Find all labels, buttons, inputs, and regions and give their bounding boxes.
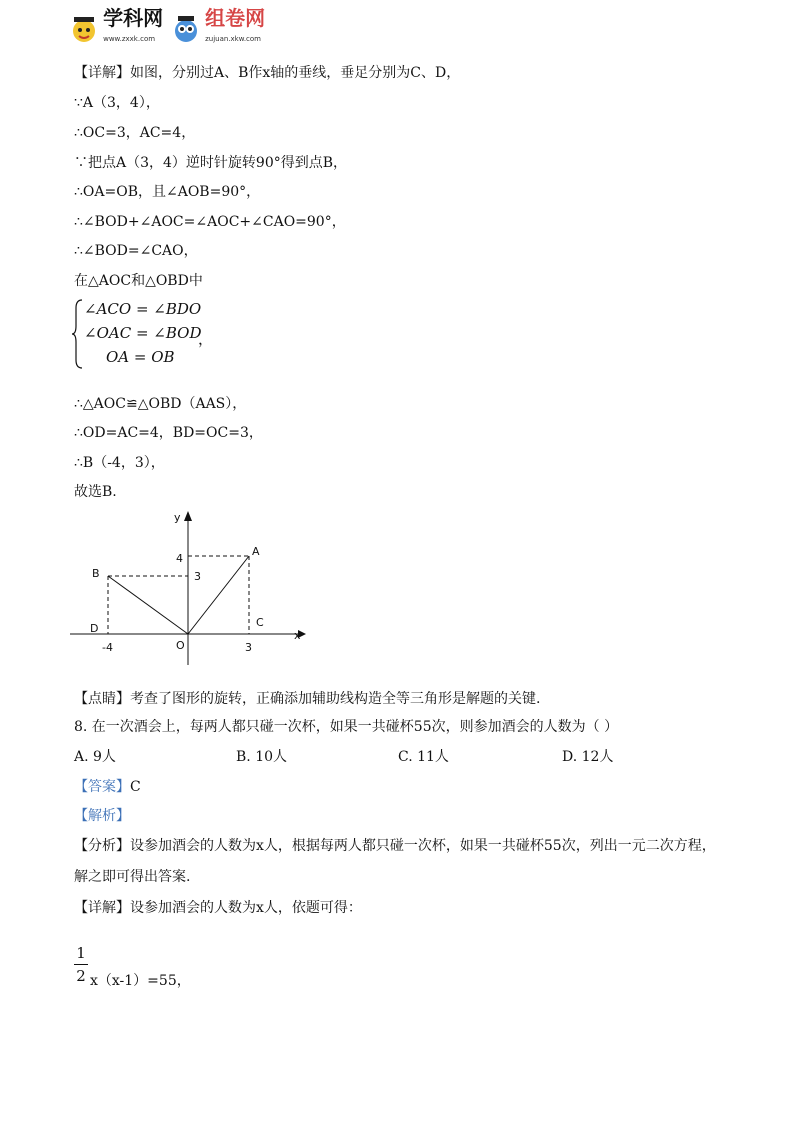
system-eq-2: ∠OAC = ∠BOD xyxy=(84,324,202,342)
zxxk-title: 学科网 xyxy=(103,6,164,30)
detail-line: 【详解】设参加酒会的人数为x人，依题可得： xyxy=(74,900,362,916)
tick-x-neg4: -4 xyxy=(102,641,113,654)
question-stem: 8. 在一次酒会上，每两人都只碰一次杯，如果一共碰杯55次，则参加酒会的人数为（ ） xyxy=(74,719,619,735)
zujuan-logo xyxy=(172,6,266,47)
option-b: B. 10人 xyxy=(236,749,288,765)
conclusion-line: 故选B. xyxy=(74,484,117,500)
detail-line: ∵A（3，4）， xyxy=(74,95,160,111)
equation-line: x（x-1）=55， xyxy=(90,973,191,989)
zxxk-logo xyxy=(70,6,164,47)
zujuan-url: zujuan.xkw.com xyxy=(205,35,261,43)
segment-OB xyxy=(108,576,188,634)
zujuan-title: 组卷网 xyxy=(205,6,266,30)
conclusion-line: ∴B（-4，3）， xyxy=(74,455,165,471)
zxxk-url: www.zxxk.com xyxy=(103,35,156,43)
conclusion-line: ∴△AOC≌△OBD（AAS）， xyxy=(74,396,247,412)
analysis-line: 解之即可得出答案. xyxy=(74,869,191,885)
fraction-bar xyxy=(74,964,88,965)
tick-x-3: 3 xyxy=(245,641,252,654)
detail-line: 【详解】如图，分别过A、B作x轴的垂线，垂足分别为C、D， xyxy=(74,65,461,81)
equation-system xyxy=(72,298,212,370)
point-B-label: B xyxy=(92,567,100,580)
system-eq-1: ∠ACO = ∠BDO xyxy=(84,300,202,318)
answer-value: C xyxy=(130,779,141,795)
detail-line: ∴OC=3，AC=4， xyxy=(74,125,196,141)
point-C-label: C xyxy=(256,616,264,629)
analysis-tag: 【解析】 xyxy=(74,808,130,824)
detail-line: ∴OA=OB，且∠AOB=90°， xyxy=(74,184,261,200)
detail-line: ∴∠BOD=∠CAO， xyxy=(74,243,198,259)
option-a: A. 9人 xyxy=(74,749,116,765)
y-label: y xyxy=(174,511,181,524)
comment-line: 【点睛】考查了图形的旋转，正确添加辅助线构造全等三角形是解题的关键. xyxy=(74,691,541,707)
brace-icon xyxy=(72,298,84,370)
detail-line: ∴∠BOD+∠AOC=∠AOC+∠CAO=90°， xyxy=(74,214,346,230)
option-d: D. 12人 xyxy=(562,749,614,765)
segment-OA xyxy=(188,556,249,634)
answer-tag: 【答案】 xyxy=(74,779,130,795)
answer-line xyxy=(74,778,141,796)
point-D-label: D xyxy=(90,622,99,635)
detail-line: 在△AOC和△OBD中 xyxy=(74,273,203,289)
detail-line: ∵把点A（3，4）逆时针旋转90°得到点B， xyxy=(74,155,348,171)
analysis-line: 【分析】设参加酒会的人数为x人，根据每两人都只碰一次杯，如果一共碰杯55次，列出一元二次方程， xyxy=(74,838,716,854)
tick-y-4: 4 xyxy=(176,552,183,565)
fraction-denominator: 2 xyxy=(76,967,86,985)
conclusion-line: ∴OD=AC=4，BD=OC=3， xyxy=(74,425,263,441)
x-label: x xyxy=(294,629,301,642)
system-tail: ， xyxy=(198,330,214,348)
origin-label: O xyxy=(176,639,185,652)
option-c: C. 11人 xyxy=(398,749,449,765)
y-arrow-icon xyxy=(184,511,192,521)
owl-icon xyxy=(172,13,200,45)
tick-y-3: 3 xyxy=(194,570,201,583)
point-A-label: A xyxy=(252,545,260,558)
fraction-one-half xyxy=(74,944,88,985)
fraction-numerator: 1 xyxy=(76,944,86,962)
coordinate-figure xyxy=(70,505,310,665)
system-eq-3: OA = OB xyxy=(106,348,175,366)
mascot-icon xyxy=(70,13,98,45)
